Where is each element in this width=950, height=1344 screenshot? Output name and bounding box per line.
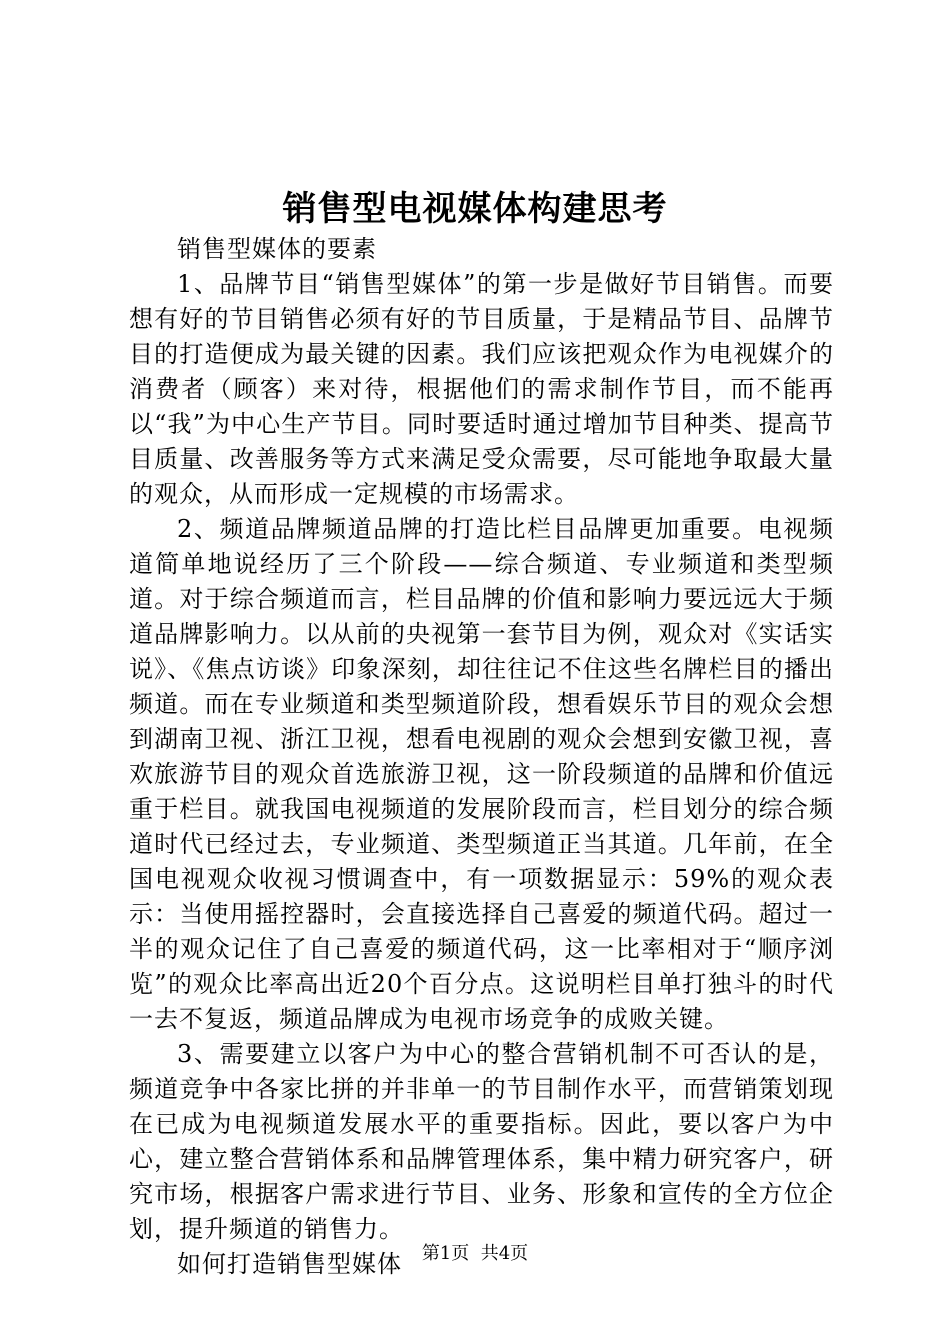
- document-body: [129, 232, 834, 1282]
- paragraph-integrated-marketing: 3、需要建立以客户为中心的整合营销机制不可否认的是，频道竞争中各家比拼的并非单一的节目制作水平，而营销策划现在已成为电视频道发展水平的重要指标。因此，要以客户为中心，建立整合营销体系和品牌管理体系，集中精力研究客户，研究市场，根据客户需求进行节目、业务、形象和宣传的全方位企划，提升频道的销售力。: [129, 1040, 834, 1243]
- section-heading-elements: 销售型媒体的要素: [177, 235, 377, 263]
- section-heading-how-to-build: 如何打造销售型媒体: [177, 1250, 402, 1278]
- page-footer: [0, 1242, 950, 1266]
- page-total: 共4页: [480, 1243, 529, 1264]
- paragraph-channel-brand: 2、频道品牌频道品牌的打造比栏目品牌更加重要。电视频道简单地说经历了三个阶段——综合频道、专业频道和类型频道。对于综合频道而言，栏目品牌的价值和影响力要远远大于频道品牌影响力。以从前的央视第一套节目为例，观众对《实话实说》、《焦点访谈》印象深刻，却往往记不住这些名牌栏目的播出频道。而在专业频道和类型频道阶段，想看娱乐节目的观众会想到湖南卫视、浙江卫视，想看电视剧的观众会想到安徽卫视，喜欢旅游节目的观众首选旅游卫视，这一阶段频道的品牌和价值远重于栏目。就我国电视频道的发展阶段而言，栏目划分的综合频道时代已经过去，专业频道、类型频道正当其道。几年前，在全国电视观众收视习惯调查中，有一项数据显示：59%的观众表示：当使用摇控器时，会直接选择自己喜爱的频道代码。超过一半的观众记住了自己喜爱的频道代码，这一比率相对于“顺序浏览”的观众比率高出近20个百分点。这说明栏目单打独斗的时代一去不复返，频道品牌成为电视市场竞争的成败关键。: [129, 515, 834, 1033]
- page-number: 第1页: [421, 1243, 470, 1264]
- document-title: 销售型电视媒体构建思考: [282, 189, 668, 229]
- paragraph-brand-programs: 1、品牌节目“销售型媒体”的第一步是做好节目销售。而要想有好的节目销售必须有好的节目质量，于是精品节目、品牌节目的打造便成为最关键的因素。我们应该把观众作为电视媒介的消费者（顾客）来对待，根据他们的需求制作节目，而不能再以“我”为中心生产节目。同时要适时通过增加节目种类、提高节目质量、改善服务等方式来满足受众需要，尽可能地争取最大量的观众，从而形成一定规模的市场需求。: [129, 270, 834, 508]
